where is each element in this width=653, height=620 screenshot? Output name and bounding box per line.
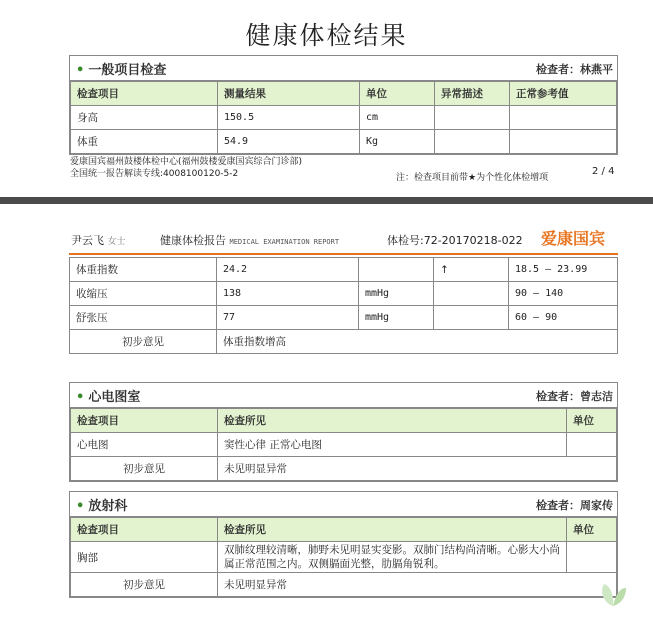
inspector-label: 检查者：周家传 bbox=[536, 499, 613, 512]
footer-center-info bbox=[70, 156, 302, 180]
general-exam-section bbox=[69, 55, 618, 155]
opinion-label: 初步意见 bbox=[70, 330, 217, 354]
item-cell: 胸部 bbox=[71, 542, 218, 573]
finding-cell: 双肺纹理较清晰，肺野未见明显实变影。双肺门结构尚清晰。心影大小尚属正常范围之内。双侧膈面光整，肋膈角锐利。 bbox=[218, 542, 567, 573]
table-row bbox=[70, 282, 618, 306]
column-header: 检查项目 bbox=[71, 82, 218, 106]
table-row bbox=[70, 306, 618, 330]
result-cell: 138 bbox=[217, 282, 359, 306]
exam-number: 体检号:72-20170218-022 bbox=[387, 234, 523, 247]
page-divider bbox=[0, 197, 653, 204]
table-header-row bbox=[71, 409, 617, 433]
opinion-row bbox=[70, 330, 618, 354]
table-row bbox=[71, 433, 617, 457]
table-row bbox=[70, 258, 618, 282]
bullet-icon: • bbox=[76, 63, 85, 78]
opinion-value: 未见明显异常 bbox=[218, 457, 617, 481]
footer-hotline: 全国统一报告解读专线:4008100120-5-2 bbox=[70, 169, 239, 179]
abnormal-cell bbox=[435, 130, 510, 154]
unit-cell: mmHg bbox=[359, 282, 434, 306]
unit-cell: mmHg bbox=[359, 306, 434, 330]
header-rule bbox=[69, 253, 618, 255]
inspector-label: 检查者：曾志洁 bbox=[536, 390, 613, 403]
opinion-label: 初步意见 bbox=[71, 573, 218, 597]
table-row bbox=[71, 130, 617, 154]
report-label-en: MEDICAL EXAMINATION REPORT bbox=[229, 238, 340, 246]
section-header bbox=[70, 492, 617, 517]
result-cell: 150.5 bbox=[218, 106, 360, 130]
ecg-section bbox=[69, 382, 618, 482]
item-cell: 舒张压 bbox=[70, 306, 217, 330]
result-cell: 77 bbox=[217, 306, 359, 330]
bullet-icon: • bbox=[76, 499, 85, 514]
unit-cell: cm bbox=[360, 106, 435, 130]
column-header: 单位 bbox=[567, 518, 617, 542]
unit-cell bbox=[567, 542, 617, 573]
report-label: 健康体检报告 MEDICAL EXAMINATION REPORT bbox=[160, 234, 340, 247]
table-header-row bbox=[71, 82, 617, 106]
footer-note: 注：检查项目前带★为个性化体检增项 bbox=[396, 173, 549, 183]
column-header: 单位 bbox=[360, 82, 435, 106]
item-cell: 收缩压 bbox=[70, 282, 217, 306]
column-header: 异常描述 bbox=[435, 82, 510, 106]
brand-logo: 爱康国宾 bbox=[541, 229, 606, 248]
column-header: 单位 bbox=[567, 409, 617, 433]
opinion-row bbox=[71, 573, 617, 597]
result-cell: 54.9 bbox=[218, 130, 360, 154]
opinion-value: 体重指数增高 bbox=[217, 330, 618, 354]
page-number: 2 / 4 bbox=[592, 166, 615, 177]
column-header: 检查项目 bbox=[71, 409, 218, 433]
patient-title: 女士 bbox=[107, 237, 126, 247]
ref-cell bbox=[510, 106, 617, 130]
abnormal-cell: ↑ bbox=[434, 258, 509, 282]
table-row bbox=[71, 106, 617, 130]
opinion-row bbox=[71, 457, 617, 481]
patient-name: 尹云飞 女士 bbox=[71, 234, 126, 247]
section-title: • 放射科 bbox=[76, 499, 128, 514]
item-cell: 体重 bbox=[71, 130, 218, 154]
finding-cell: 窦性心律 正常心电图 bbox=[218, 433, 567, 457]
inspector-label: 检查者：林燕平 bbox=[536, 63, 613, 76]
column-header: 检查项目 bbox=[71, 518, 218, 542]
leaf-watermark-icon bbox=[598, 578, 628, 608]
section-title: • 一般项目检查 bbox=[76, 63, 167, 78]
section-header bbox=[70, 56, 617, 81]
unit-cell: Kg bbox=[360, 130, 435, 154]
general-exam-table bbox=[70, 81, 617, 154]
general-exam-table-continued bbox=[69, 257, 618, 354]
ref-cell bbox=[510, 130, 617, 154]
bullet-icon: • bbox=[76, 390, 85, 405]
abnormal-cell bbox=[434, 282, 509, 306]
opinion-value: 未见明显异常 bbox=[218, 573, 617, 597]
unit-cell bbox=[567, 433, 617, 457]
section-header bbox=[70, 383, 617, 408]
general-exam-continued bbox=[69, 257, 618, 354]
result-cell: 24.2 bbox=[217, 258, 359, 282]
column-header: 正常参考值 bbox=[510, 82, 617, 106]
footer-center-name: 爱康国宾福州鼓楼体检中心(福州鼓楼爱康国宾综合门诊部) bbox=[70, 157, 303, 167]
ref-cell: 18.5 — 23.99 bbox=[509, 258, 618, 282]
unit-cell bbox=[359, 258, 434, 282]
abnormal-cell bbox=[435, 106, 510, 130]
ecg-table bbox=[70, 408, 617, 481]
item-cell: 体重指数 bbox=[70, 258, 217, 282]
item-cell: 心电图 bbox=[71, 433, 218, 457]
ref-cell: 90 — 140 bbox=[509, 282, 618, 306]
column-header: 检查所见 bbox=[218, 409, 567, 433]
column-header: 测量结果 bbox=[218, 82, 360, 106]
table-row bbox=[71, 542, 617, 573]
radiology-section bbox=[69, 491, 618, 598]
page-title: 健康体检结果 bbox=[245, 21, 408, 50]
section-title: • 心电图室 bbox=[76, 390, 141, 405]
abnormal-cell bbox=[434, 306, 509, 330]
ref-cell: 60 — 90 bbox=[509, 306, 618, 330]
table-header-row bbox=[71, 518, 617, 542]
opinion-label: 初步意见 bbox=[71, 457, 218, 481]
item-cell: 身高 bbox=[71, 106, 218, 130]
radiology-table bbox=[70, 517, 617, 597]
column-header: 检查所见 bbox=[218, 518, 567, 542]
